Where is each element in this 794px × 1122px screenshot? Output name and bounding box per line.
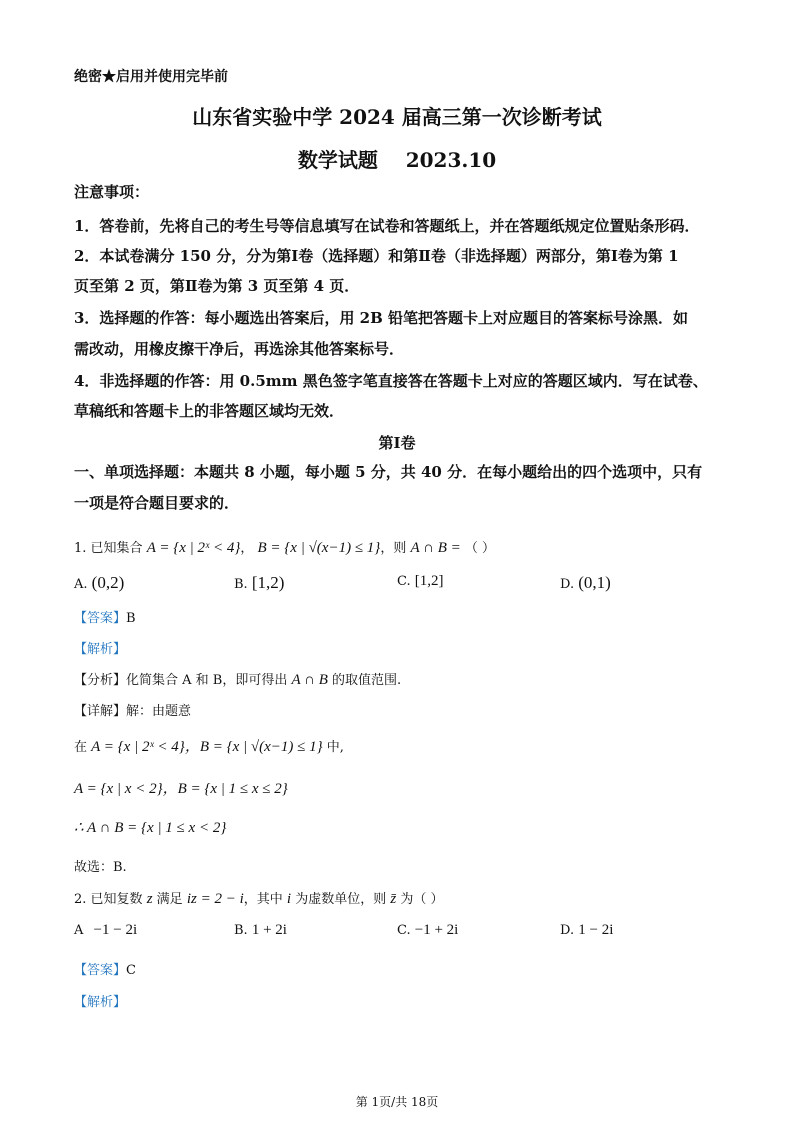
q1-solution-line-1 — [74, 737, 344, 758]
question-2-stem — [74, 889, 444, 910]
q1-solution-line-2 — [74, 779, 288, 800]
q2-option-a-label: A — [74, 923, 84, 938]
q1-answer — [74, 609, 136, 629]
q2-option-d-label: D. — [560, 923, 575, 938]
q1-comma: ， — [240, 541, 254, 556]
q2-option-c-label: C. — [397, 923, 411, 938]
q1-line-in-pre: 在 — [74, 740, 88, 755]
q1-detail-text: 解：由题意 — [126, 704, 192, 719]
q1-choose: 故选：B. — [74, 860, 127, 875]
note-line-3: 页至第 2 页，第Ⅱ卷为第 3 页至第 4 页． — [74, 277, 360, 295]
q1-option-d-value: (0,1) — [578, 573, 611, 592]
q2-mid: ，其中 — [243, 892, 283, 907]
q1-fenxi-text: 化简集合 A 和 B，即可得出 — [126, 673, 288, 688]
note-line-5: 需改动，用橡皮擦干净后，再选涂其他答案标号． — [74, 340, 405, 358]
q1-analysis-tag: 【解析】 — [74, 642, 127, 657]
q1-option-b-value: [1,2) — [251, 573, 285, 592]
note-line-1: 1．答卷前，先将自己的考生号等信息填写在试卷和答题纸上，并在答题纸规定位置贴条形码． — [74, 217, 700, 235]
note-line-6: 4．非选择题的作答：用 0.5mm 黑色签字笔直接答在答题卡上对应的答题区域内．写在试卷、 — [74, 372, 708, 390]
q1-option-c — [397, 573, 444, 590]
q1-option-d-label: D. — [560, 577, 575, 592]
q1-fenxi — [74, 670, 401, 691]
q2-option-b-value: 1 + 2i — [251, 922, 287, 938]
q1-option-d — [560, 573, 611, 593]
section-title: 第Ⅰ卷 — [378, 434, 416, 452]
q1-option-a — [74, 573, 124, 593]
q1-detail-tag: 【详解】 — [74, 704, 127, 719]
q2-option-a-value: −1 − 2i — [93, 922, 138, 938]
q1-solution-line-3 — [74, 818, 226, 839]
q1-line-in-a: A = {x | 2ˣ < 4} — [91, 739, 185, 755]
q2-unit: 为虚数单位，则 — [295, 892, 387, 907]
q1-option-a-value: (0,2) — [91, 573, 125, 592]
q1-option-a-label: A. — [74, 577, 88, 592]
q1-detail — [74, 702, 191, 722]
q1-expression: A ∩ B = — [410, 540, 461, 556]
q2-equation: iz = 2 − i — [186, 891, 244, 907]
q1-prefix: 1. 已知集合 — [74, 541, 143, 556]
q2-answer-value: C — [126, 963, 136, 978]
q1-fenxi-tag: 【分析】 — [74, 673, 127, 688]
q1-ask: ，则 — [380, 541, 407, 556]
q2-zbar: z̄ — [390, 891, 397, 907]
q2-answer — [74, 961, 136, 981]
exam-title: 山东省实验中学 2024 届高三第一次诊断考试 — [192, 105, 602, 129]
q2-satisfy: 满足 — [156, 892, 183, 907]
question-1-stem — [74, 538, 495, 559]
q2-option-b-label: B. — [234, 923, 248, 938]
q1-option-c-label: C. — [397, 574, 411, 589]
q2-option-c — [397, 922, 458, 939]
q2-option-d — [560, 922, 613, 939]
notes-heading: 注意事项： — [74, 183, 150, 201]
exam-subtitle: 数学试题 2023.10 — [297, 148, 497, 172]
q1-option-c-value: [1,2] — [414, 573, 444, 589]
q1-answer-tag: 【答案】 — [74, 611, 127, 626]
q1-set-a: A = {x | 2ˣ < 4} — [146, 540, 241, 556]
q2-option-a — [74, 922, 137, 939]
q1-option-b-label: B. — [234, 577, 248, 592]
q2-i: i — [286, 891, 292, 907]
q2-ask: 为（ ） — [400, 892, 444, 907]
q2-option-d-value: 1 − 2i — [578, 922, 614, 938]
q1-fenxi-expr: A ∩ B — [291, 672, 328, 688]
q1-line-res-a: A = {x | x < 2} — [74, 781, 163, 797]
q2-option-b — [234, 922, 287, 939]
confidential-label: 绝密★启用并使用完毕前 — [74, 69, 228, 85]
q1-set-b: B = {x | √(x−1) ≤ 1} — [257, 540, 381, 556]
section-instruction-1: 一、单项选择题：本题共 8 小题，每小题 5 分，共 40 分．在每小题给出的四个选项中，只有 — [74, 463, 703, 481]
q1-line-res-b: ，B = {x | 1 ≤ x ≤ 2} — [162, 781, 288, 797]
q1-answer-value: B — [126, 611, 136, 626]
q1-line-in-post: 中, — [326, 740, 344, 755]
q1-answer-paren: （ ） — [464, 541, 496, 556]
q2-z: z — [146, 891, 153, 907]
note-line-4: 3．选择题的作答：每小题选出答案后，用 2B 铅笔把答题卡上对应题目的答案标号涂黑．如 — [74, 309, 689, 327]
q2-option-c-value: −1 + 2i — [414, 922, 459, 938]
q2-prefix: 2. 已知复数 — [74, 892, 143, 907]
q1-line-in-b: ，B = {x | √(x−1) ≤ 1} — [184, 739, 323, 755]
section-instruction-2: 一项是符合题目要求的． — [74, 494, 240, 512]
q1-fenxi-end: 的取值范围. — [332, 673, 402, 688]
q1-line-therefore: ∴ A ∩ B = {x | 1 ≤ x < 2} — [74, 820, 227, 836]
q2-analysis-tag: 【解析】 — [74, 995, 127, 1010]
q1-option-b — [234, 573, 284, 593]
note-line-2: 2．本试卷满分 150 分，分为第Ⅰ卷（选择题）和第Ⅱ卷（非选择题）两部分，第Ⅰ卷为第 1 — [74, 247, 679, 265]
q2-answer-tag: 【答案】 — [74, 963, 127, 978]
page-footer: 第 1页/共 18页 — [355, 1095, 439, 1109]
note-line-7: 草稿纸和答题卡上的非答题区域均无效． — [74, 402, 345, 420]
